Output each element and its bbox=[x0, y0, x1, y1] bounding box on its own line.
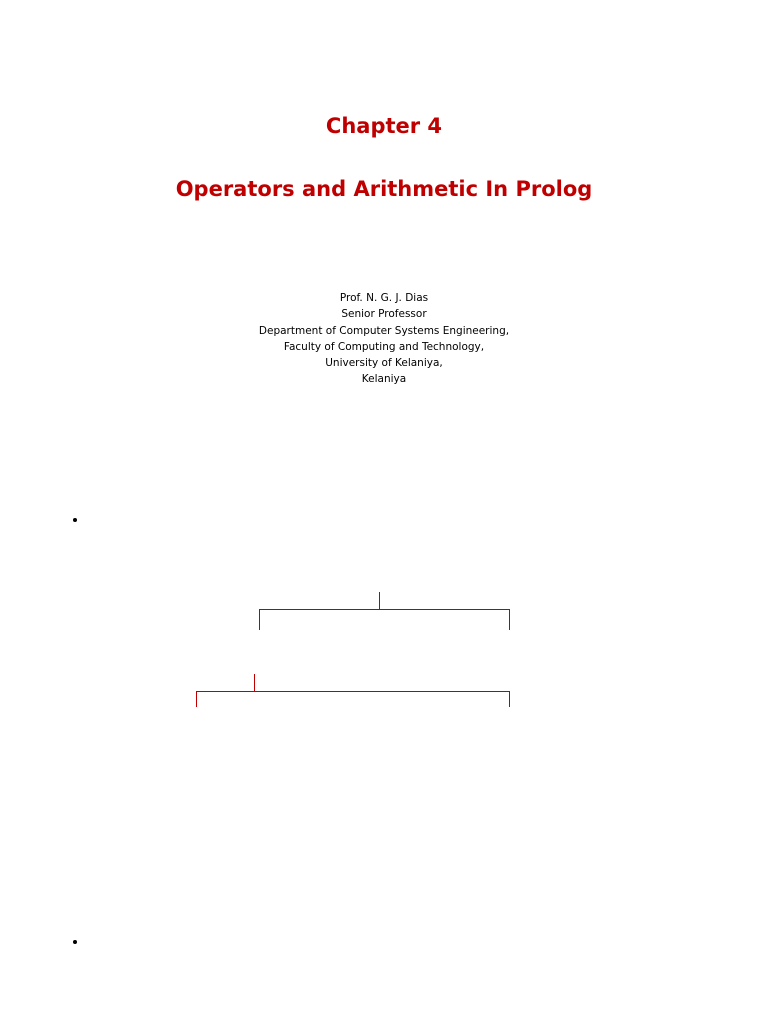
author-department: Department of Computer Systems Engineering, bbox=[258, 324, 510, 337]
chapter-label: Chapter 4 bbox=[325, 114, 443, 138]
author-city: Kelaniya bbox=[361, 373, 407, 386]
tree-lower-stem bbox=[254, 674, 255, 692]
chapter-title: Operators and Arithmetic In Prolog bbox=[175, 177, 593, 201]
bullet-point bbox=[73, 518, 77, 522]
tree-upper-right-leg bbox=[509, 609, 510, 630]
tree-root-stem bbox=[379, 592, 380, 610]
bullet-point bbox=[73, 940, 77, 944]
tree-lower-right-leg bbox=[509, 691, 510, 707]
author-faculty: Faculty of Computing and Technology, bbox=[283, 340, 485, 353]
author-name: Prof. N. G. J. Dias bbox=[339, 292, 429, 304]
author-university: University of Kelaniya, bbox=[325, 357, 443, 370]
author-position: Senior Professor bbox=[341, 308, 427, 321]
tree-lower-left-leg bbox=[196, 691, 197, 707]
tree-lower-bar bbox=[196, 691, 510, 692]
author-block bbox=[0, 290, 768, 388]
tree-upper-bar bbox=[259, 609, 510, 610]
tree-upper-left-leg bbox=[259, 609, 260, 630]
